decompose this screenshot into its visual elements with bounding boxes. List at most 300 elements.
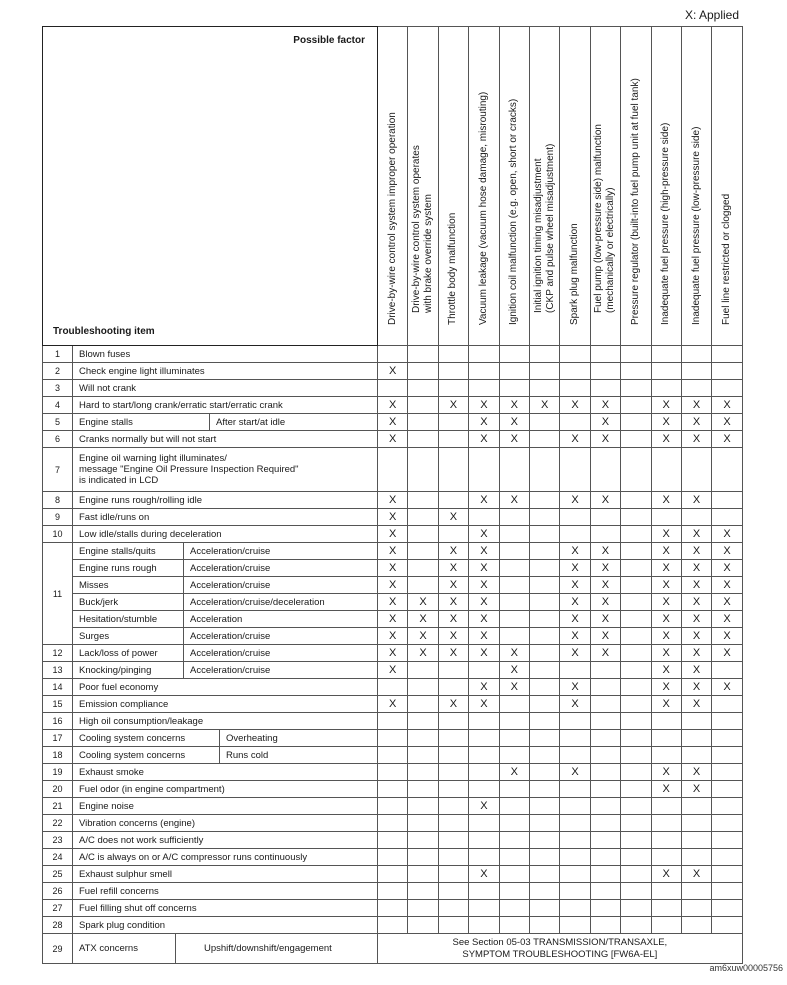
factor-header xyxy=(469,27,499,346)
see-section-note: See Section 05-03 TRANSMISSION/TRANSAXLE, SYMPTOM TROUBLESHOOTING [FW6A-EL] xyxy=(378,934,743,964)
factor-mark xyxy=(560,798,590,815)
factor-mark xyxy=(469,448,499,492)
factor-mark xyxy=(681,798,711,815)
factor-mark xyxy=(621,798,651,815)
factor-mark: X xyxy=(438,594,468,611)
factor-mark xyxy=(438,832,468,849)
factor-mark xyxy=(438,849,468,866)
factor-mark: X xyxy=(681,414,711,431)
factor-mark xyxy=(408,713,438,730)
factor-mark xyxy=(499,577,529,594)
item-condition: Upshift/downshift/engagement xyxy=(175,934,332,963)
factor-mark xyxy=(651,448,681,492)
factor-mark: X xyxy=(438,645,468,662)
factor-mark xyxy=(590,781,620,798)
row-item xyxy=(73,730,378,747)
row-item xyxy=(73,414,378,431)
factor-mark xyxy=(621,645,651,662)
factor-mark xyxy=(712,509,742,526)
factor-mark xyxy=(681,509,711,526)
factor-mark xyxy=(499,866,529,883)
factor-mark: X xyxy=(499,397,529,414)
table-row xyxy=(43,628,743,645)
factor-mark xyxy=(499,509,529,526)
factor-mark xyxy=(651,509,681,526)
factor-mark xyxy=(529,883,559,900)
factor-mark: X xyxy=(590,594,620,611)
row-number: 26 xyxy=(43,883,73,900)
factor-mark xyxy=(590,917,620,934)
factor-mark xyxy=(621,764,651,781)
factor-mark xyxy=(408,431,438,448)
factor-mark xyxy=(499,560,529,577)
factor-mark xyxy=(469,917,499,934)
item-label: Exhaust smoke xyxy=(79,766,144,778)
row-number: 11 xyxy=(43,543,73,645)
factor-mark xyxy=(499,781,529,798)
factor-mark xyxy=(651,849,681,866)
factor-mark: X xyxy=(590,431,620,448)
factor-mark xyxy=(621,713,651,730)
item-label: Vibration concerns (engine) xyxy=(79,817,196,829)
factor-mark: X xyxy=(712,397,742,414)
factor-header xyxy=(378,27,408,346)
table-row xyxy=(43,747,743,764)
table-row xyxy=(43,397,743,414)
factor-mark: X xyxy=(469,543,499,560)
item-label: Engine oil warning light illuminates/ message "Engine Oil Pressure Inspection Required" is indicated in LCD xyxy=(79,453,299,486)
factor-mark xyxy=(408,900,438,917)
factor-mark xyxy=(529,679,559,696)
item-label: Poor fuel economy xyxy=(79,681,159,693)
factor-label: Throttle body malfunction xyxy=(447,212,459,325)
factor-label: Fuel pump (low-pressure side) malfunction (mechanically or electrically) xyxy=(593,124,617,313)
factor-mark xyxy=(621,492,651,509)
factor-mark: X xyxy=(560,764,590,781)
factor-mark: X xyxy=(651,645,681,662)
row-number: 5 xyxy=(43,414,73,431)
factor-mark xyxy=(469,883,499,900)
item-label: Cooling system concerns xyxy=(79,732,186,744)
table-row xyxy=(43,662,743,679)
factor-header xyxy=(560,27,590,346)
factor-mark: X xyxy=(712,431,742,448)
factor-mark xyxy=(499,730,529,747)
factor-mark xyxy=(621,917,651,934)
factor-mark xyxy=(560,917,590,934)
factor-mark: X xyxy=(651,577,681,594)
factor-mark xyxy=(712,866,742,883)
factor-mark: X xyxy=(590,628,620,645)
item-label: Engine runs rough xyxy=(79,562,157,574)
row-item xyxy=(73,509,378,526)
row-number: 6 xyxy=(43,431,73,448)
factor-mark: X xyxy=(469,594,499,611)
factor-mark: X xyxy=(560,397,590,414)
row-number: 27 xyxy=(43,900,73,917)
factor-mark: X xyxy=(712,628,742,645)
factor-mark xyxy=(378,917,408,934)
item-label: Engine stalls/quits xyxy=(79,545,156,557)
factor-mark: X xyxy=(651,560,681,577)
factor-mark xyxy=(712,781,742,798)
row-item xyxy=(73,492,378,509)
factor-mark xyxy=(560,526,590,543)
factor-mark xyxy=(469,747,499,764)
factor-mark xyxy=(499,883,529,900)
factor-mark xyxy=(560,900,590,917)
factor-mark xyxy=(469,730,499,747)
row-item xyxy=(73,628,378,645)
item-label: Will not crank xyxy=(79,382,137,394)
factor-mark: X xyxy=(438,696,468,713)
table-row xyxy=(43,611,743,628)
factor-mark: X xyxy=(560,543,590,560)
item-label: Engine stalls xyxy=(79,416,133,428)
factor-mark: X xyxy=(469,696,499,713)
factor-mark xyxy=(621,594,651,611)
factor-mark xyxy=(529,611,559,628)
table-row xyxy=(43,815,743,832)
factor-mark xyxy=(469,832,499,849)
factor-mark xyxy=(529,628,559,645)
item-condition: After start/at idle xyxy=(209,414,285,430)
factor-mark xyxy=(499,611,529,628)
factor-mark: X xyxy=(408,594,438,611)
factor-mark xyxy=(378,747,408,764)
table-row xyxy=(43,431,743,448)
factor-mark xyxy=(621,849,651,866)
factor-mark xyxy=(378,866,408,883)
factor-mark xyxy=(651,798,681,815)
factor-mark xyxy=(378,730,408,747)
item-label: A/C does not work sufficiently xyxy=(79,834,204,846)
factor-mark xyxy=(529,577,559,594)
factor-mark xyxy=(621,883,651,900)
factor-mark xyxy=(499,815,529,832)
row-number: 23 xyxy=(43,832,73,849)
factor-label: Fuel line restricted or clogged xyxy=(720,193,732,325)
factor-mark: X xyxy=(560,696,590,713)
row-number: 12 xyxy=(43,645,73,662)
row-item xyxy=(73,431,378,448)
row-item xyxy=(73,832,378,849)
row-number: 9 xyxy=(43,509,73,526)
factor-mark: X xyxy=(378,560,408,577)
factor-mark xyxy=(378,832,408,849)
header-corner xyxy=(43,27,378,346)
factor-mark: X xyxy=(590,611,620,628)
row-item xyxy=(73,917,378,934)
factor-mark: X xyxy=(378,594,408,611)
factor-header xyxy=(408,27,438,346)
table-row xyxy=(43,781,743,798)
factor-mark xyxy=(408,397,438,414)
factor-mark xyxy=(590,363,620,380)
factor-mark xyxy=(529,448,559,492)
factor-mark xyxy=(378,815,408,832)
table-row xyxy=(43,526,743,543)
factor-mark xyxy=(621,866,651,883)
factor-mark xyxy=(590,815,620,832)
factor-header xyxy=(529,27,559,346)
factor-mark xyxy=(499,543,529,560)
factor-mark: X xyxy=(712,577,742,594)
factor-mark: X xyxy=(378,628,408,645)
factor-mark: X xyxy=(408,628,438,645)
factor-mark xyxy=(469,509,499,526)
factor-mark xyxy=(712,730,742,747)
factor-mark: X xyxy=(438,397,468,414)
factor-mark xyxy=(469,764,499,781)
factor-mark: X xyxy=(651,414,681,431)
factor-mark xyxy=(469,900,499,917)
factor-mark: X xyxy=(651,764,681,781)
factor-mark xyxy=(560,849,590,866)
table-row xyxy=(43,346,743,363)
factor-mark xyxy=(590,696,620,713)
factor-mark xyxy=(712,380,742,397)
row-item xyxy=(73,696,378,713)
factor-mark: X xyxy=(560,492,590,509)
factor-header xyxy=(651,27,681,346)
factor-mark xyxy=(408,730,438,747)
row-item xyxy=(73,781,378,798)
factor-mark xyxy=(408,883,438,900)
factor-mark xyxy=(560,662,590,679)
row-item xyxy=(73,679,378,696)
factor-mark xyxy=(529,560,559,577)
factor-mark xyxy=(438,526,468,543)
table-row xyxy=(43,560,743,577)
factor-mark xyxy=(651,815,681,832)
table-row xyxy=(43,849,743,866)
row-number: 10 xyxy=(43,526,73,543)
row-number: 2 xyxy=(43,363,73,380)
factor-mark xyxy=(681,917,711,934)
factor-mark xyxy=(438,492,468,509)
factor-mark: X xyxy=(499,662,529,679)
item-label: Hesitation/stumble xyxy=(79,613,158,625)
factor-header xyxy=(438,27,468,346)
factor-mark xyxy=(590,747,620,764)
factor-mark: X xyxy=(590,577,620,594)
factor-mark: X xyxy=(469,492,499,509)
factor-mark xyxy=(469,713,499,730)
factor-mark xyxy=(499,917,529,934)
factor-mark xyxy=(499,832,529,849)
factor-mark xyxy=(529,645,559,662)
item-condition: Acceleration/cruise xyxy=(183,543,270,559)
factor-mark xyxy=(438,781,468,798)
factor-mark xyxy=(469,781,499,798)
factor-mark xyxy=(560,883,590,900)
factor-mark: X xyxy=(499,414,529,431)
factor-mark xyxy=(681,448,711,492)
factor-mark xyxy=(590,849,620,866)
factor-mark xyxy=(529,747,559,764)
row-number: 13 xyxy=(43,662,73,679)
factor-mark xyxy=(681,883,711,900)
row-item xyxy=(73,849,378,866)
factor-mark: X xyxy=(681,866,711,883)
factor-mark xyxy=(712,363,742,380)
factor-mark xyxy=(529,509,559,526)
item-label: High oil consumption/leakage xyxy=(79,715,204,727)
factor-mark: X xyxy=(378,611,408,628)
factor-mark xyxy=(712,346,742,363)
factor-mark xyxy=(408,849,438,866)
factor-mark xyxy=(438,730,468,747)
factor-mark xyxy=(438,679,468,696)
factor-header xyxy=(681,27,711,346)
factor-mark: X xyxy=(681,645,711,662)
factor-mark: X xyxy=(681,594,711,611)
factor-mark xyxy=(408,380,438,397)
row-number: 7 xyxy=(43,448,73,492)
factor-mark xyxy=(621,526,651,543)
factor-mark xyxy=(712,900,742,917)
factor-mark xyxy=(681,346,711,363)
factor-mark: X xyxy=(590,543,620,560)
factor-mark xyxy=(408,798,438,815)
factor-mark xyxy=(590,713,620,730)
factor-mark xyxy=(560,832,590,849)
factor-mark xyxy=(590,832,620,849)
item-label: Blown fuses xyxy=(79,348,131,360)
factor-mark xyxy=(438,414,468,431)
factor-mark: X xyxy=(469,577,499,594)
factor-mark xyxy=(621,696,651,713)
factor-mark: X xyxy=(651,492,681,509)
item-condition: Acceleration xyxy=(183,611,242,627)
factor-mark xyxy=(408,492,438,509)
factor-label: Drive-by-wire control system operates with brake override system xyxy=(411,145,435,313)
factor-mark xyxy=(408,560,438,577)
factor-mark xyxy=(712,798,742,815)
factor-mark xyxy=(408,414,438,431)
row-number: 24 xyxy=(43,849,73,866)
row-number: 20 xyxy=(43,781,73,798)
factor-mark xyxy=(590,883,620,900)
item-label: Exhaust sulphur smell xyxy=(79,868,172,880)
factor-mark: X xyxy=(681,696,711,713)
factor-mark xyxy=(681,713,711,730)
factor-mark: X xyxy=(712,594,742,611)
factor-mark xyxy=(408,917,438,934)
factor-mark: X xyxy=(469,611,499,628)
factor-mark xyxy=(469,815,499,832)
factor-mark: X xyxy=(469,866,499,883)
factor-mark xyxy=(438,747,468,764)
row-number: 21 xyxy=(43,798,73,815)
table-row xyxy=(43,645,743,662)
factor-mark xyxy=(529,900,559,917)
row-item xyxy=(73,611,378,628)
item-label: Misses xyxy=(79,579,109,591)
factor-mark xyxy=(499,363,529,380)
document-code: am6xuw00005756 xyxy=(709,963,783,973)
factor-mark: X xyxy=(651,611,681,628)
table-row xyxy=(43,900,743,917)
table-row xyxy=(43,883,743,900)
factor-mark: X xyxy=(378,492,408,509)
factor-mark xyxy=(529,662,559,679)
factor-mark xyxy=(621,414,651,431)
factor-mark xyxy=(499,380,529,397)
item-label: Knocking/pinging xyxy=(79,664,152,676)
factor-mark: X xyxy=(378,645,408,662)
factor-mark: X xyxy=(651,526,681,543)
factor-mark xyxy=(712,696,742,713)
factor-mark xyxy=(590,866,620,883)
row-number: 4 xyxy=(43,397,73,414)
factor-mark: X xyxy=(469,526,499,543)
factor-mark xyxy=(590,662,620,679)
row-number: 14 xyxy=(43,679,73,696)
factor-mark xyxy=(408,526,438,543)
factor-mark xyxy=(560,380,590,397)
troubleshooting-table xyxy=(42,26,743,964)
factor-mark xyxy=(469,363,499,380)
row-item xyxy=(73,713,378,730)
factor-mark xyxy=(621,397,651,414)
factor-mark xyxy=(378,713,408,730)
factor-mark: X xyxy=(560,645,590,662)
factor-mark xyxy=(408,363,438,380)
factor-mark xyxy=(712,747,742,764)
factor-mark: X xyxy=(469,397,499,414)
factor-mark xyxy=(529,815,559,832)
factor-mark xyxy=(408,543,438,560)
factor-mark xyxy=(529,764,559,781)
factor-mark xyxy=(712,448,742,492)
factor-mark xyxy=(621,832,651,849)
table-row xyxy=(43,696,743,713)
factor-mark xyxy=(651,883,681,900)
item-condition: Acceleration/cruise xyxy=(183,577,270,593)
factor-mark: X xyxy=(712,679,742,696)
factor-mark xyxy=(438,363,468,380)
row-number: 16 xyxy=(43,713,73,730)
factor-mark xyxy=(651,747,681,764)
item-label: Hard to start/long crank/erratic start/erratic crank xyxy=(79,399,283,411)
table-row xyxy=(43,448,743,492)
factor-mark: X xyxy=(681,662,711,679)
factor-mark: X xyxy=(712,526,742,543)
factor-mark: X xyxy=(590,414,620,431)
factor-mark xyxy=(621,679,651,696)
factor-mark xyxy=(621,781,651,798)
factor-mark: X xyxy=(681,526,711,543)
table-row xyxy=(43,594,743,611)
factor-mark: X xyxy=(712,560,742,577)
table-row xyxy=(43,679,743,696)
table-row xyxy=(43,866,743,883)
item-label: Cooling system concerns xyxy=(79,749,186,761)
factor-mark xyxy=(438,431,468,448)
factor-mark xyxy=(408,781,438,798)
factor-mark: X xyxy=(681,628,711,645)
factor-mark: X xyxy=(651,543,681,560)
item-label: Fuel filling shut off concerns xyxy=(79,902,197,914)
factor-mark xyxy=(712,815,742,832)
row-item xyxy=(73,594,378,611)
row-item xyxy=(73,346,378,363)
factor-mark: X xyxy=(651,628,681,645)
factor-mark: X xyxy=(499,431,529,448)
factor-label: Inadequate fuel pressure (high-pressure side) xyxy=(660,122,672,325)
